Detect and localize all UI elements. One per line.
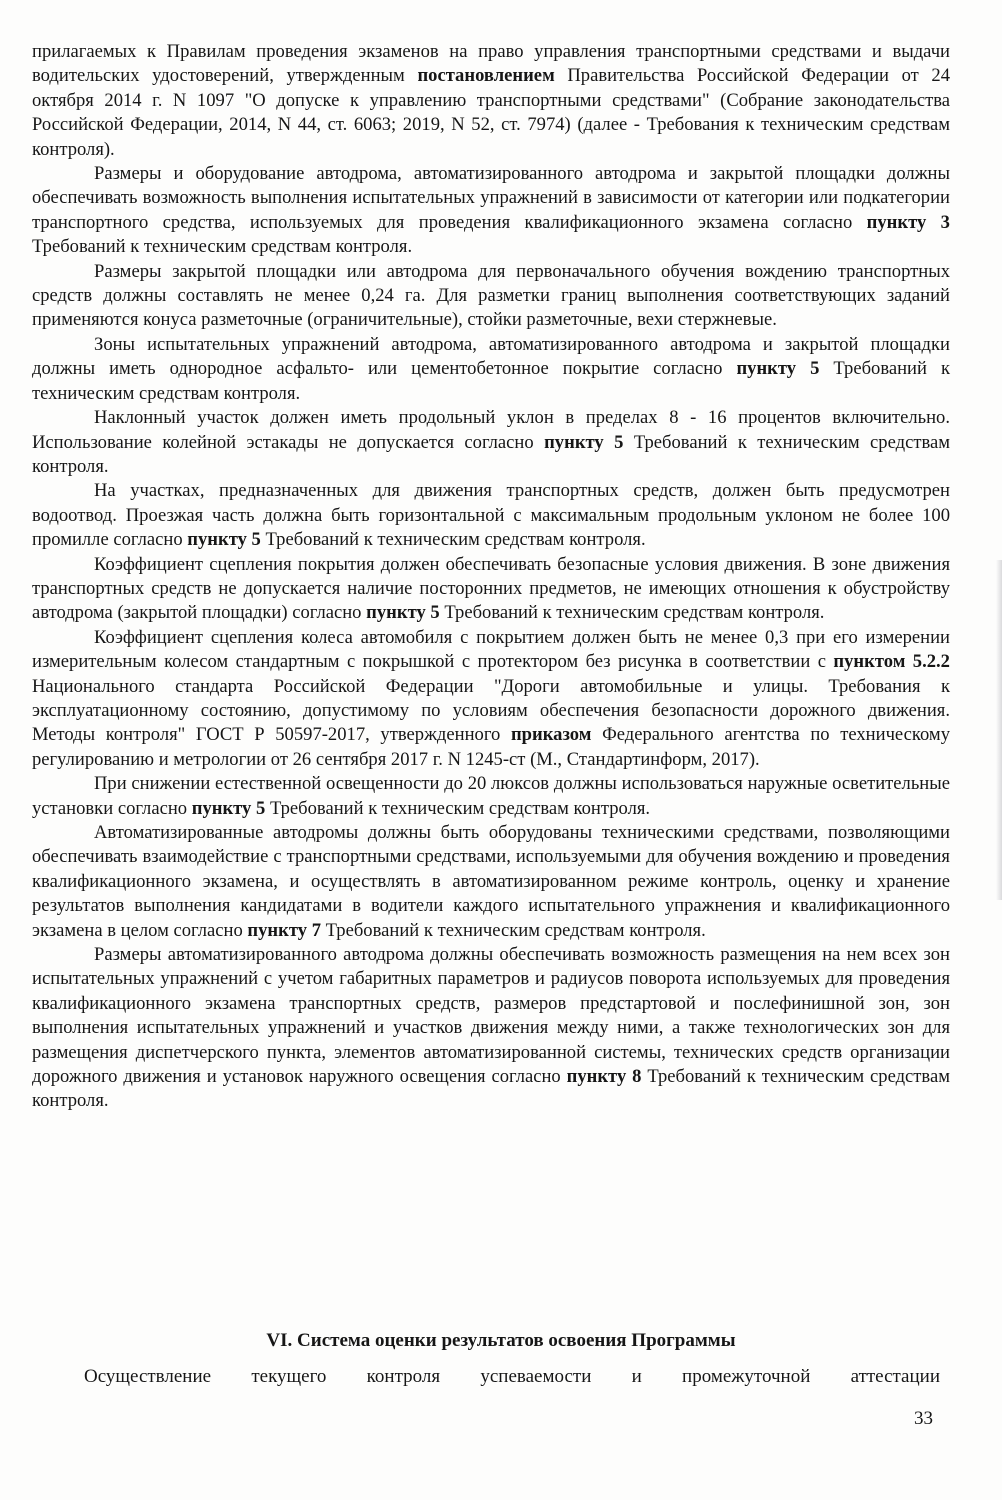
paragraph-text: Требований к техническим средствам контроля.	[32, 1066, 950, 1112]
section-first-line: Осуществление текущего контроля успеваемости и промежуточной аттестации	[84, 1366, 940, 1387]
page-number: 33	[914, 1408, 933, 1429]
paragraph-text: При снижении естественной освещенности до 20 люксов должны использоваться наружные осветительные установки согласно	[32, 773, 950, 819]
paragraph-text: прилагаемых к Правилам проведения экзаменов на право управления транспортными средствами и выдачи водительских удостоверений, утвержденным	[32, 41, 950, 87]
paragraph	[32, 40, 950, 162]
paragraph-text: Требований к техническим средствам контроля.	[321, 919, 706, 941]
bold-reference: постановлением	[417, 65, 555, 87]
paragraph	[32, 260, 950, 333]
paragraph	[32, 626, 950, 772]
paragraph-text: Размеры и оборудование автодрома, автоматизированного автодрома и закрытой площадки должны обеспечивать возможность выполнения испытательных упражнений в зависимости от категории или подкатегории транспортного средства, используемых для проведения квалификационного экзамена согласно	[32, 163, 950, 233]
body-text	[32, 40, 950, 1114]
paragraph	[32, 162, 950, 260]
paragraph-text: Коэффициент сцепления покрытия должен обеспечивать безопасные условия движения. В зоне движения транспортных средств не допускается наличие посторонних предметов, не имеющих отношения к обустройству автодрома (закрытой площадки) согласно	[32, 553, 950, 624]
paragraph	[32, 772, 950, 821]
bold-reference: пункту 5	[187, 529, 261, 551]
bold-reference: пункту 5	[366, 602, 440, 624]
paragraph	[32, 821, 950, 943]
bold-reference: пункту 5	[736, 358, 820, 380]
paragraph-text: Размеры закрытой площадки или автодрома для первоначального обучения вождению транспортных средств должны составлять не менее 0,24 га. Для разметки границ выполнения соответствующих заданий применяются конуса разметочные (ограничительные), стойки разметочные, вехи стержневые.	[32, 260, 950, 331]
paragraph-text: Требований к техническим средствам контроля.	[32, 236, 413, 258]
bold-reference: пункту 7	[247, 919, 321, 941]
paragraph	[32, 406, 950, 479]
section-title: VI. Система оценки результатов освоения Программы	[266, 1330, 736, 1351]
paragraph-text: Наклонный участок должен иметь продольный уклон в пределах 8 - 16 процентов включительно. Использование колейной эстакады не допускается согласно	[32, 407, 950, 453]
bold-reference: пунктом 5.2.2	[833, 651, 950, 673]
bold-reference: приказом	[510, 724, 592, 746]
scan-edge-shadow	[996, 560, 1002, 900]
paragraph-text: Коэффициент сцепления колеса автомобиля с покрытием должен быть не менее 0,3 при его измерении измерительным колесом стандартным с покрышкой с протектором без рисунка в соответствии с	[32, 626, 950, 673]
paragraph-text: На участках, предназначенных для движения транспортных средств, должен быть предусмотрен водоотвод. Проезжая часть должна быть горизонтальной с максимальным продольным уклоном не более 100 промилле согласно	[32, 480, 950, 551]
paragraph-text: Национального стандарта Российской Федерации "Дороги автомобильные и улицы. Требования к эксплуатационному состоянию, допустимому по условиям обеспечения безопасности дорожного движения. Методы контроля" ГОСТ Р 50597-2017, утвержденного	[32, 675, 950, 746]
bold-reference: пункту 8	[566, 1066, 642, 1088]
paragraph	[32, 333, 950, 406]
paragraph	[32, 479, 950, 552]
paragraph	[32, 943, 950, 1114]
bold-reference: пункту 5	[191, 797, 266, 819]
paragraph-text: Требований к техническим средствам контроля.	[260, 529, 646, 551]
paragraph-text: Требований к техническим средствам контроля.	[32, 358, 950, 404]
paragraph-text: Зоны испытательных упражнений автодрома, автоматизированного автодрома и закрытой площадки должны иметь однородное асфальто- или цементобетонное покрытие согласно	[32, 333, 950, 380]
paragraph-text: Размеры автоматизированного автодрома должны обеспечивать возможность размещения на нем всех зон испытательных упражнений с учетом габаритных параметров и радиусов поворота используемых для проведения квалификационного экзамена транспортных средств, размеров предстартовой и послефинишной зон, зон выполнения испытательных упражнений и участков движения между ними, а также технологических зон для размещения диспетчерского пункта, элементов автоматизированной системы, технических средств организации дорожного движения и установок наружного освещения согласно	[32, 944, 950, 1088]
paragraph-text: Требований к техническим средствам контроля.	[265, 797, 651, 819]
paragraph-text: Требований к техническим средствам контроля.	[439, 602, 825, 624]
bold-reference: пункту 5	[544, 431, 624, 453]
paragraph-text: Федерального агентства по техническому регулированию и метрологии от 26 сентября 2017 г. N 1245-ст (М., Стандартинформ, 2017).	[32, 724, 950, 770]
paragraph-text: Правительства Российской Федерации от 24 октября 2014 г. N 1097 "О допуске к управлению транспортными средствами" (Собрание законодательства Российской Федерации, 2014, N 44, ст. 6063; 2019, N 52, ст. 7974) (далее - Требования к техническим средствам контроля).	[32, 65, 950, 160]
bold-reference: пункту 3	[866, 211, 950, 233]
paragraph-text: Автоматизированные автодромы должны быть оборудованы техническими средствами, позволяющими обеспечивать взаимодействие с транспортными средствами, используемыми для обучения вождению и проведения квалификационного экзамена, и осуществлять в автоматизированном режиме контроль, оценку и хранение результатов выполнения кандидатами в водители каждого испытательного упражнения и квалификационного экзамена в целом согласно	[32, 822, 950, 941]
paragraph	[32, 553, 950, 626]
paragraph-text: Требований к техническим средствам контроля.	[32, 431, 951, 477]
